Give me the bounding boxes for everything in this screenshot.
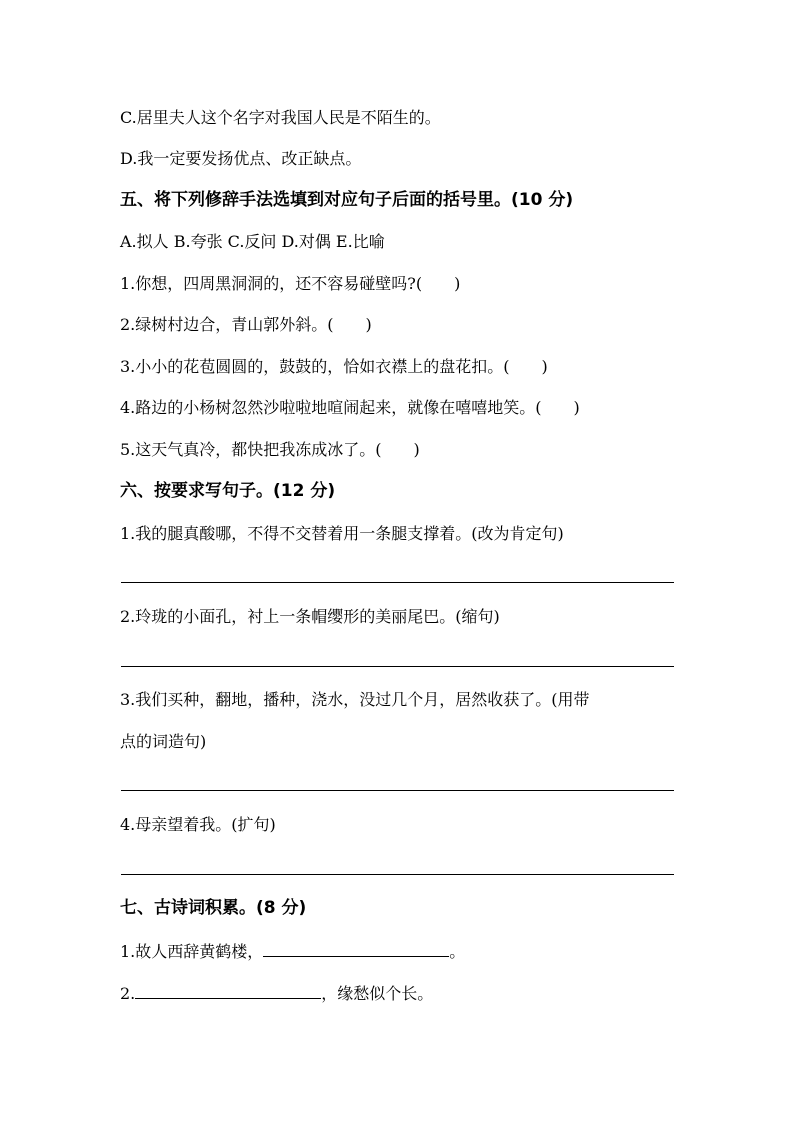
poem-question-1 (120, 940, 465, 962)
poem-q1-prefix: 1.故人西辞黄鹤楼， (120, 942, 264, 961)
section6-item-3-cont: 点的词造句) (120, 732, 207, 751)
section6-item-1: 1.我的腿真酸哪，不得不交替着用一条腿支撑着。(改为肯定句) (120, 524, 564, 543)
answer-line-1[interactable] (121, 582, 674, 583)
section6-item-3: 3.我们买种，翻地，播种，浇水，没过几个月，居然收获了。(用带 (120, 690, 590, 709)
answer-line-3[interactable] (121, 790, 674, 791)
poem-question-2 (120, 982, 433, 1004)
poem-blank-2[interactable] (135, 982, 321, 999)
section6-item-2: 2.玲珑的小面孔，衬上一条帽缨形的美丽尾巴。(缩句) (120, 607, 500, 626)
option-d: D.我一定要发扬优点、改正缺点。 (120, 149, 362, 168)
poem-q1-suffix: 。 (449, 942, 466, 961)
poem-q2-suffix: ，缘愁似个长。 (321, 984, 434, 1003)
poem-blank-1[interactable] (263, 940, 449, 957)
section5-item-5: 5.这天气真冷，都快把我冻成冰了。( ) (120, 440, 420, 459)
section5-heading: 五、将下列修辞手法选填到对应句子后面的括号里。(10 分) (120, 190, 574, 210)
poem-q2-prefix: 2. (120, 984, 136, 1003)
section6-item-4: 4.母亲望着我。(扩句) (120, 815, 276, 834)
section5-item-3: 3.小小的花苞圆圆的，鼓鼓的，恰如衣襟上的盘花扣。( ) (120, 357, 548, 376)
section5-options: A.拟人 B.夸张 C.反问 D.对偶 E.比喻 (120, 232, 385, 251)
answer-line-4[interactable] (121, 874, 674, 875)
section5-item-4: 4.路边的小杨树忽然沙啦啦地喧闹起来，就像在嘻嘻地笑。( ) (120, 398, 580, 417)
option-c: C.居里夫人这个名字对我国人民是不陌生的。 (120, 108, 441, 127)
section7-heading: 七、古诗词积累。(8 分) (120, 898, 307, 918)
section5-item-1: 1.你想，四周黑洞洞的，还不容易碰壁吗?( ) (120, 274, 461, 293)
answer-line-2[interactable] (121, 666, 674, 667)
section5-item-2: 2.绿树村边合，青山郭外斜。( ) (120, 315, 372, 334)
section6-heading: 六、按要求写句子。(12 分) (120, 481, 336, 501)
